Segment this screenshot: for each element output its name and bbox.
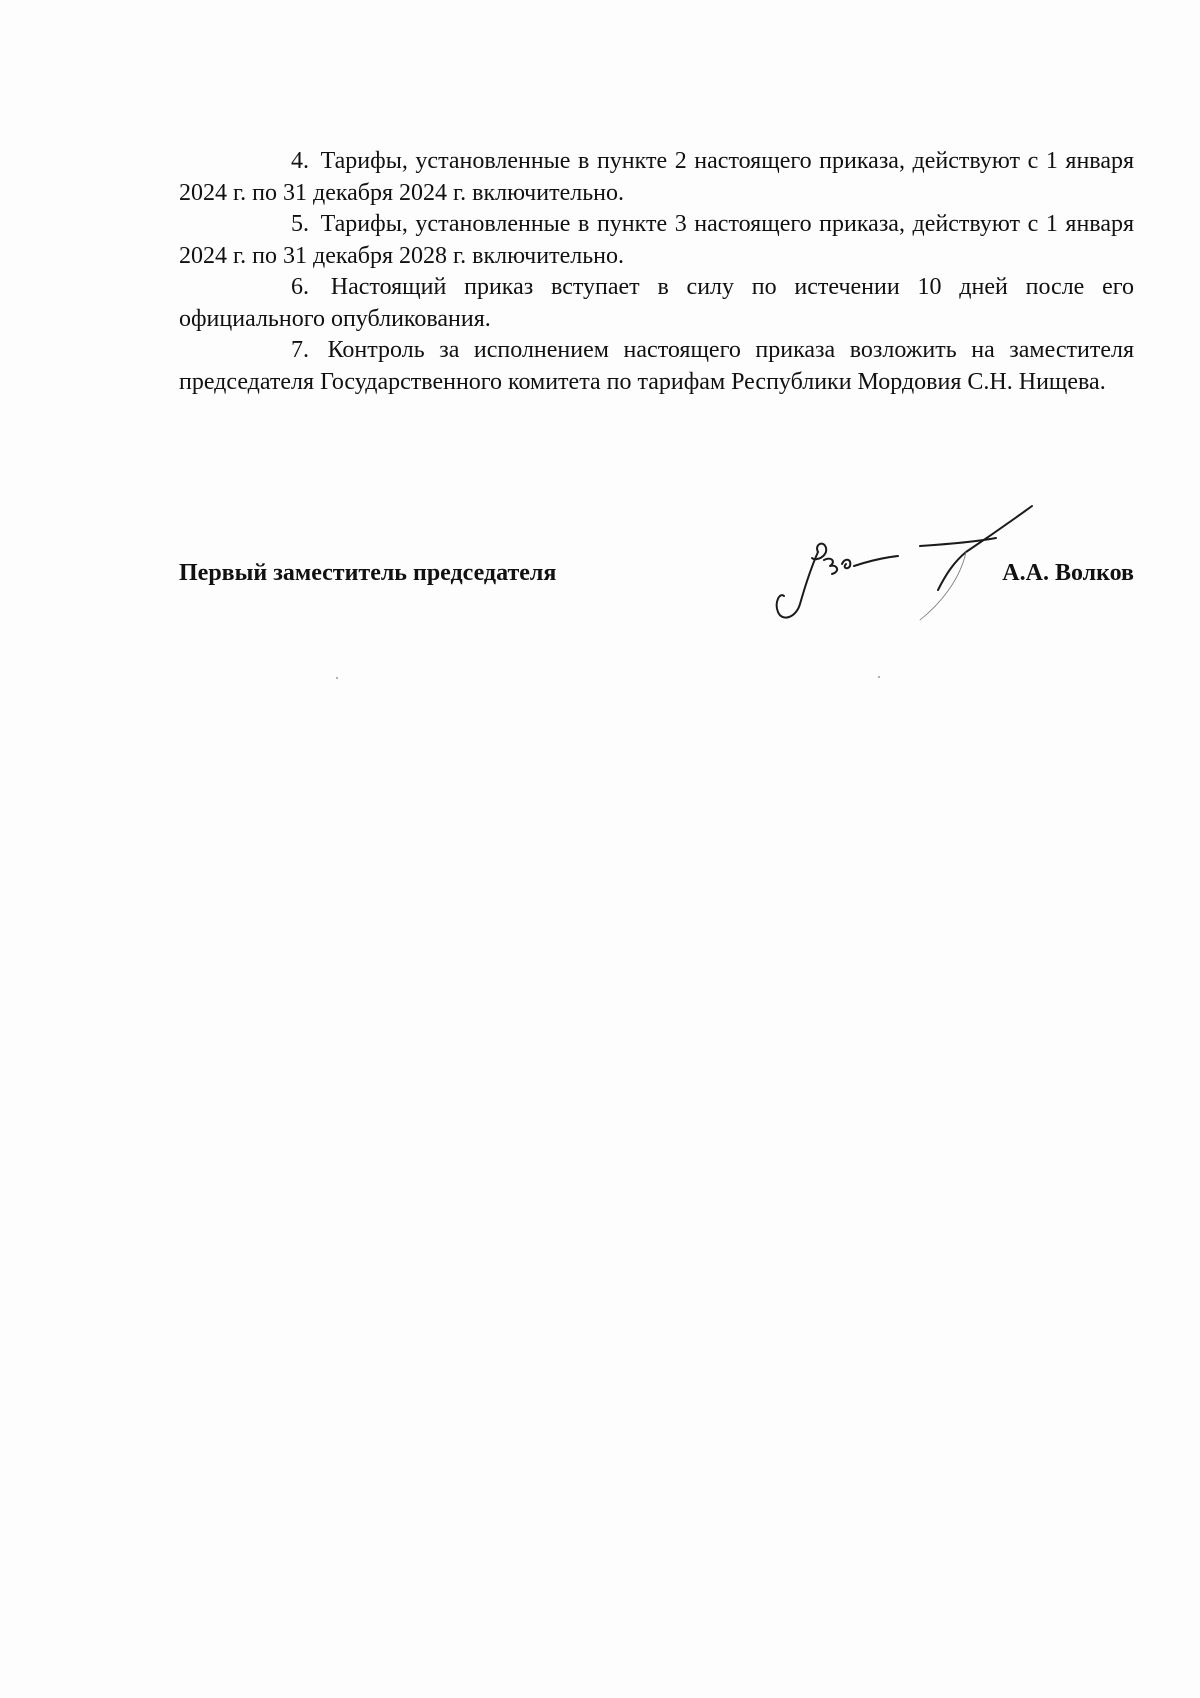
paragraph-4 — [179, 146, 1134, 209]
signatory-position: Первый заместитель председателя — [179, 560, 557, 586]
paragraph-number: 4. — [291, 148, 309, 174]
paragraph-text: Контроль за исполнением настоящего приказа возложить на заместителя председателя Государственного комитета по тарифам Республики Мордовия С.Н. Нищева. — [179, 337, 1135, 395]
paragraph-number: 6. — [291, 274, 309, 300]
handwritten-signature-icon — [770, 500, 1070, 630]
paragraph-text: Тарифы, установленные в пункте 3 настоящего приказа, действуют с 1 января 2024 г. по 31 декабря 2028 г. включительно. — [179, 211, 1135, 269]
paragraph-6 — [179, 272, 1134, 335]
paragraph-text: Тарифы, установленные в пункте 2 настоящего приказа, действуют с 1 января 2024 г. по 31 декабря 2024 г. включительно. — [179, 148, 1135, 206]
signatory-name: А.А. Волков — [1002, 560, 1134, 586]
paragraph-text: Настоящий приказ вступает в силу по истечении 10 дней после его официального опубликования. — [179, 274, 1134, 332]
document-body — [179, 146, 1134, 398]
scan-speck — [336, 677, 338, 679]
scan-speck — [878, 676, 880, 678]
paragraph-7 — [179, 335, 1134, 398]
paragraph-number: 7. — [291, 337, 309, 363]
paragraph-5 — [179, 209, 1134, 272]
paragraph-number: 5. — [291, 211, 309, 237]
